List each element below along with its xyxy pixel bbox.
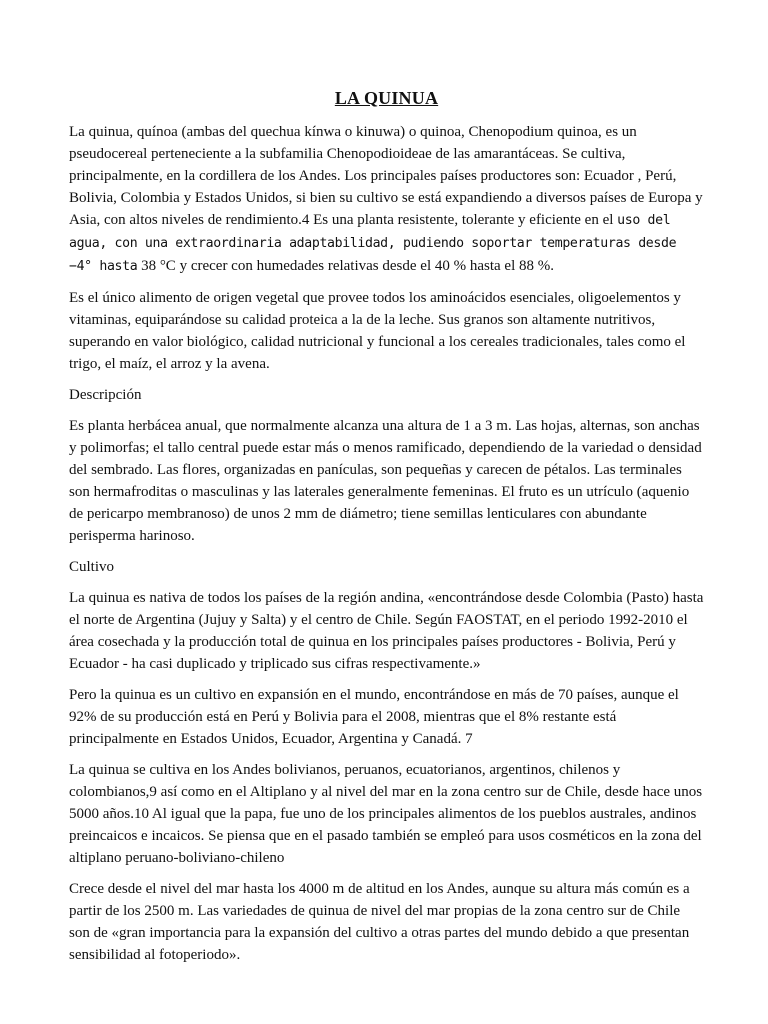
paragraph-expansion: Pero la quinua es un cultivo en expansión en el mundo, encontrándose en más de 70 países, aunque el 92% de su producción está en Perú y Bolivia para el 2008, mientras que el 8% restante está principalmente en Estados Unidos, Ecuador, Argentina y Canadá. 7	[69, 687, 679, 747]
paragraph-intro	[69, 121, 704, 278]
paragraph-description: Es planta herbácea anual, que normalmente alcanza una altura de 1 a 3 m. Las hojas, alternas, son anchas y polimorfas; el tallo central puede estar más o menos ramificado, dependiendo de la variedad o densidad del sembrado. Las flores, organizadas en panículas, son pequeñas y carecen de pétalos. Las terminales son hermafroditas o masculinas y las laterales generalmente femeninas. El fruto es un utrículo (aquenio de pericarpo membranoso) de unos 2 mm de diámetro; tiene semillas lenticulares con abundante perisperma harinoso.	[69, 418, 702, 544]
paragraph-nutrition: Es el único alimento de origen vegetal que provee todos los aminoácidos esenciales, oligoelementos y vitaminas, equiparándose su calidad proteica a la de la leche. Sus granos son altamente nutritivos, superando en valor biológico, calidad nutricional y funcional a los cereales tradicionales, tales como el trigo, el maíz, el arroz y la avena.	[69, 290, 686, 372]
paragraph-native-region: La quinua es nativa de todos los países de la región andina, «encontrándose desde Colombia (Pasto) hasta el norte de Argentina (Jujuy y Salta) y el centro de Chile. Según FAOSTAT, en el periodo 1992-2010 el área cosechada y la producción total de quinua en los principales países productores - Bolivia, Perú y Ecuador - ha casi duplicado y triplicado sus cifras respectivamente.»	[69, 590, 704, 672]
document-page	[69, 86, 704, 975]
paragraph-altitude: Crece desde el nivel del mar hasta los 4000 m de altitud en los Andes, aunque su altura más común es a partir de los 2500 m. Las variedades de quinua de nivel del mar propias de la zona centro sur de Chile son de «gran importancia para la expansión del cultivo a otras partes del mundo debido a que presentan sensibilidad al fotoperiodo».	[69, 881, 690, 963]
paragraph-intro-text: La quinua, quínoa (ambas del quechua kínwa o kinuwa) o quinoa, Chenopodium quinoa, es un pseudocereal perteneciente a la subfamilia Chenopodioideae de las amarantáceas. Se cultiva, principalmente, en la cordillera de los Andes. Los principales países productores son: Ecuador , Perú, Bolivia, Colombia y Estados Unidos, si bien su cultivo se está expandiendo a diversos países de Europa y Asia, con altos niveles de rendimiento.4 Es una planta resistente, tolerante y eficiente en el	[69, 124, 703, 228]
section-heading-descripcion: Descripción	[69, 387, 142, 403]
section-heading-cultivo: Cultivo	[69, 559, 115, 575]
paragraph-intro-end: 38 °C y crecer con humedades relativas desde el 40 % hasta el 88 %.	[141, 258, 554, 274]
paragraph-andes-cultivation: La quinua se cultiva en los Andes bolivianos, peruanos, ecuatorianos, argentinos, chilenos y colombianos,9 así como en el Altiplano y al nivel del mar en la zona centro sur de Chile, desde hace unos 5000 años.10 Al igual que la papa, fue uno de los principales alimentos de los pueblos australes, andinos preincaicos e incaicos. Se piensa que en el pasado también se empleó para usos cosméticos en la zona del altiplano peruano-boliviano-chileno	[69, 762, 703, 866]
document-title: LA QUINUA	[334, 88, 439, 108]
paragraph-intro-mono-line: uso del agua, con una extraordinaria adaptabilidad, pudiendo soportar temperaturas desde −4° hasta	[69, 213, 677, 274]
